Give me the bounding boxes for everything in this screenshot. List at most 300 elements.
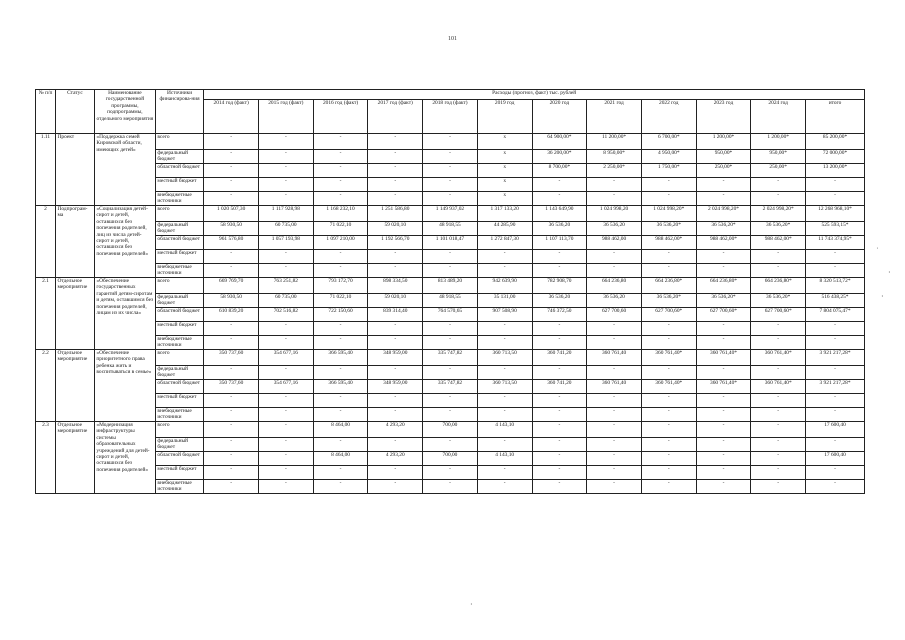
header-num: № п/п — [36, 90, 56, 134]
section-status: Отдельное мероприятие — [55, 278, 94, 350]
funding-source: областной бюджет — [155, 380, 203, 394]
table-row — [36, 236, 865, 250]
amount-cell: - — [423, 366, 478, 380]
amount-cell: 950,00* — [696, 150, 751, 164]
header-year: 2020 год — [532, 100, 587, 134]
amount-cell: - — [477, 480, 532, 494]
amount-cell: - — [259, 264, 314, 278]
amount-cell: 702 516,82 — [259, 308, 314, 322]
amount-cell: - — [641, 178, 696, 192]
amount-cell: - — [313, 264, 368, 278]
total-cell: 7 804 075,47* — [806, 308, 865, 322]
amount-cell: - — [204, 164, 259, 178]
amount-cell: - — [532, 466, 587, 480]
amount-cell: - — [641, 264, 696, 278]
total-cell: - — [806, 408, 865, 422]
amount-cell: 4 293,20 — [368, 422, 423, 438]
amount-cell: 898 334,50 — [368, 278, 423, 294]
amount-cell: - — [368, 192, 423, 206]
amount-cell: - — [696, 466, 751, 480]
section-name: «Поддержка семей Кировской области, имеющих детей» — [94, 134, 155, 206]
amount-cell: х — [477, 150, 532, 164]
amount-cell: - — [204, 408, 259, 422]
amount-cell: 627 700,60* — [751, 308, 806, 322]
amount-cell: 250,00* — [751, 164, 806, 178]
amount-cell: 59 020,10 — [368, 222, 423, 236]
total-cell: 85 200,00* — [806, 134, 865, 150]
amount-cell: 8 464,00 — [313, 452, 368, 466]
amount-cell: - — [259, 164, 314, 178]
section-number: 2.3 — [36, 422, 56, 494]
amount-cell: - — [204, 250, 259, 264]
amount-cell: 746 372,50 — [532, 308, 587, 322]
table-row — [36, 134, 865, 150]
amount-cell: 36 536,20* — [751, 222, 806, 236]
amount-cell: 60 735,00 — [259, 222, 314, 236]
amount-cell: - — [313, 408, 368, 422]
amount-cell: - — [259, 336, 314, 350]
amount-cell: - — [477, 366, 532, 380]
funding-source: областной бюджет — [155, 452, 203, 466]
amount-cell: - — [641, 438, 696, 452]
table-body — [36, 134, 865, 494]
table-row — [36, 264, 865, 278]
page-number: 101 — [448, 36, 457, 42]
amount-cell: 360 713,50 — [477, 350, 532, 366]
amount-cell: 627 700,60* — [641, 308, 696, 322]
amount-cell: 988 462,00* — [751, 236, 806, 250]
amount-cell: 354 677,16 — [259, 350, 314, 366]
amount-cell: 360 761,40* — [641, 380, 696, 394]
amount-cell: - — [477, 264, 532, 278]
total-cell: - — [806, 178, 865, 192]
total-cell: 8 320 513,72* — [806, 278, 865, 294]
amount-cell: - — [368, 150, 423, 164]
total-cell: 72 000,00* — [806, 150, 865, 164]
amount-cell: - — [696, 452, 751, 466]
funding-source: федеральный бюджет — [155, 438, 203, 452]
amount-cell: - — [751, 438, 806, 452]
amount-cell: 348 959,00 — [368, 350, 423, 366]
margin-mark: · — [470, 600, 473, 609]
amount-cell: 782 908,70 — [532, 278, 587, 294]
amount-cell: - — [532, 366, 587, 380]
amount-cell: 8 464,00 — [313, 422, 368, 438]
funding-source: внебюджетные источники — [155, 408, 203, 422]
amount-cell: 2 024 998,20* — [751, 206, 806, 222]
table-row — [36, 366, 865, 380]
amount-cell: - — [587, 322, 642, 336]
amount-cell: 60 735,00 — [259, 294, 314, 308]
amount-cell: - — [587, 452, 642, 466]
table-row — [36, 308, 865, 322]
section-name: «Социализация детей-сирот и детей, оставшихся без попечения родителей, лиц из числа детей-сирот и детей, оставшихся без попечения родителей» — [94, 206, 155, 278]
amount-cell: - — [313, 336, 368, 350]
amount-cell: - — [204, 394, 259, 408]
table-row — [36, 278, 865, 294]
amount-cell: - — [204, 150, 259, 164]
amount-cell: - — [641, 250, 696, 264]
funding-source: внебюджетные источники — [155, 264, 203, 278]
amount-cell: 4 293,20 — [368, 452, 423, 466]
funding-source: местный бюджет — [155, 178, 203, 192]
table-row — [36, 422, 865, 438]
funding-source: внебюджетные источники — [155, 192, 203, 206]
amount-cell: - — [587, 178, 642, 192]
amount-cell: - — [532, 480, 587, 494]
amount-cell: - — [641, 480, 696, 494]
amount-cell: - — [204, 366, 259, 380]
amount-cell: - — [641, 322, 696, 336]
amount-cell: - — [259, 178, 314, 192]
table-row — [36, 408, 865, 422]
amount-cell: - — [587, 408, 642, 422]
funding-source: всего — [155, 278, 203, 294]
amount-cell: - — [313, 150, 368, 164]
table-row — [36, 452, 865, 466]
funding-source: местный бюджет — [155, 466, 203, 480]
amount-cell: 1 168 232,10 — [313, 206, 368, 222]
total-cell: 3 921 217,28* — [806, 380, 865, 394]
amount-cell: - — [696, 394, 751, 408]
table-row — [36, 336, 865, 350]
amount-cell: 366 595,40 — [313, 380, 368, 394]
amount-cell: 8 700,00* — [532, 164, 587, 178]
margin-mark: · — [881, 292, 884, 301]
amount-cell: - — [259, 422, 314, 438]
amount-cell: - — [204, 422, 259, 438]
amount-cell: - — [751, 178, 806, 192]
amount-cell: 1 107 113,70 — [532, 236, 587, 250]
amount-cell: - — [641, 394, 696, 408]
amount-cell: 335 747,82 — [423, 350, 478, 366]
amount-cell: - — [423, 322, 478, 336]
margin-mark: ˙ — [876, 246, 879, 255]
amount-cell: 360 761,40 — [587, 380, 642, 394]
amount-cell: - — [751, 394, 806, 408]
amount-cell: - — [259, 134, 314, 150]
funding-source: внебюджетные источники — [155, 480, 203, 494]
amount-cell: 764 570,65 — [423, 308, 478, 322]
amount-cell: 6 700,00* — [641, 134, 696, 150]
amount-cell: - — [423, 480, 478, 494]
amount-cell: - — [423, 134, 478, 150]
amount-cell: - — [423, 394, 478, 408]
amount-cell: - — [313, 164, 368, 178]
amount-cell: - — [587, 250, 642, 264]
funding-source: всего — [155, 422, 203, 438]
funding-source: федеральный бюджет — [155, 222, 203, 236]
amount-cell: - — [313, 134, 368, 150]
section-number: 2 — [36, 206, 56, 278]
amount-cell: 1 117 928,98 — [259, 206, 314, 222]
section-number: 1.11 — [36, 134, 56, 206]
amount-cell: - — [477, 438, 532, 452]
amount-cell: - — [587, 192, 642, 206]
amount-cell: - — [696, 480, 751, 494]
amount-cell: 350 737,60 — [204, 380, 259, 394]
total-cell: - — [806, 466, 865, 480]
amount-cell: х — [477, 192, 532, 206]
amount-cell: - — [313, 480, 368, 494]
amount-cell: - — [204, 466, 259, 480]
funding-source: областной бюджет — [155, 164, 203, 178]
amount-cell: 360 761,40* — [641, 350, 696, 366]
amount-cell: 988 462,00 — [587, 236, 642, 250]
header-year: 2023 год — [696, 100, 751, 134]
section-number: 2.2 — [36, 350, 56, 422]
header-year: 2019 год — [477, 100, 532, 134]
amount-cell: 58 930,50 — [204, 294, 259, 308]
amount-cell: 36 536,20 — [532, 294, 587, 308]
table-row — [36, 164, 865, 178]
amount-cell: - — [368, 264, 423, 278]
total-cell: - — [806, 336, 865, 350]
amount-cell: - — [641, 336, 696, 350]
amount-cell: - — [423, 150, 478, 164]
funding-source: местный бюджет — [155, 322, 203, 336]
amount-cell: - — [204, 178, 259, 192]
amount-cell: - — [368, 322, 423, 336]
budget-table — [35, 89, 865, 494]
amount-cell: 669 769,70 — [204, 278, 259, 294]
header-source: Источники финансирова-ния — [155, 90, 203, 134]
amount-cell: 48 918,55 — [423, 222, 478, 236]
amount-cell: - — [641, 366, 696, 380]
amount-cell: - — [313, 466, 368, 480]
amount-cell: 350 737,60 — [204, 350, 259, 366]
amount-cell: 1 057 193,98 — [259, 236, 314, 250]
amount-cell: - — [204, 452, 259, 466]
table-row — [36, 178, 865, 192]
section-number: 2.1 — [36, 278, 56, 350]
total-cell: 13 200,00* — [806, 164, 865, 178]
table-row — [36, 206, 865, 222]
amount-cell: - — [751, 408, 806, 422]
amount-cell: 250,00* — [696, 164, 751, 178]
table-row — [36, 480, 865, 494]
total-cell: 525 593,15* — [806, 222, 865, 236]
amount-cell: - — [587, 366, 642, 380]
amount-cell: - — [368, 134, 423, 150]
amount-cell: - — [313, 250, 368, 264]
amount-cell: 1 317 133,20 — [477, 206, 532, 222]
amount-cell: 36 536,20 — [587, 294, 642, 308]
amount-cell: 36 536,20* — [696, 294, 751, 308]
amount-cell: - — [423, 408, 478, 422]
amount-cell: - — [313, 192, 368, 206]
amount-cell: 36 536,20* — [696, 222, 751, 236]
amount-cell: - — [751, 250, 806, 264]
amount-cell: - — [587, 422, 642, 438]
amount-cell: - — [313, 322, 368, 336]
amount-cell: - — [696, 178, 751, 192]
amount-cell: - — [587, 466, 642, 480]
amount-cell: - — [532, 322, 587, 336]
amount-cell: 1 020 507,30 — [204, 206, 259, 222]
amount-cell: - — [696, 192, 751, 206]
amount-cell: - — [641, 422, 696, 438]
funding-source: всего — [155, 350, 203, 366]
amount-cell: - — [259, 150, 314, 164]
amount-cell: - — [259, 366, 314, 380]
amount-cell: 942 639,90 — [477, 278, 532, 294]
amount-cell: - — [423, 336, 478, 350]
amount-cell: - — [532, 452, 587, 466]
total-cell: - — [806, 250, 865, 264]
total-cell: - — [806, 322, 865, 336]
amount-cell: 664 236,80* — [641, 278, 696, 294]
amount-cell: 71 022,10 — [313, 294, 368, 308]
amount-cell: 4 143,10 — [477, 422, 532, 438]
amount-cell: - — [477, 394, 532, 408]
amount-cell: - — [696, 438, 751, 452]
amount-cell: 1 024 998,20* — [641, 206, 696, 222]
amount-cell: 664 236,80* — [751, 278, 806, 294]
amount-cell: - — [368, 178, 423, 192]
amount-cell: 48 918,55 — [423, 294, 478, 308]
amount-cell: - — [368, 366, 423, 380]
amount-cell: х — [477, 164, 532, 178]
amount-cell: - — [259, 438, 314, 452]
amount-cell: 961 576,80 — [204, 236, 259, 250]
amount-cell: - — [532, 250, 587, 264]
amount-cell: - — [368, 336, 423, 350]
amount-cell: 950,00* — [751, 150, 806, 164]
amount-cell: - — [477, 466, 532, 480]
amount-cell: 35 131,00 — [477, 294, 532, 308]
table-row — [36, 322, 865, 336]
amount-cell: 793 172,70 — [313, 278, 368, 294]
amount-cell: 4 950,00* — [641, 150, 696, 164]
amount-cell: 360 713,50 — [477, 380, 532, 394]
amount-cell: - — [477, 408, 532, 422]
section-name: «Обеспечение государственных гарантий детям-сиротам и детям, оставшимся без попечения родителей, лицам из их числа» — [94, 278, 155, 350]
amount-cell: 36 536,20 — [587, 222, 642, 236]
amount-cell: - — [313, 366, 368, 380]
amount-cell: - — [696, 422, 751, 438]
amount-cell: - — [423, 264, 478, 278]
amount-cell: - — [751, 322, 806, 336]
amount-cell: - — [204, 336, 259, 350]
funding-source: областной бюджет — [155, 308, 203, 322]
amount-cell: 335 747,82 — [423, 380, 478, 394]
header-year: 2015 год (факт) — [259, 100, 314, 134]
amount-cell: - — [423, 164, 478, 178]
amount-cell: 664 236,80* — [696, 278, 751, 294]
amount-cell: 360 761,40* — [696, 350, 751, 366]
amount-cell: - — [696, 336, 751, 350]
amount-cell: 763 251,82 — [259, 278, 314, 294]
amount-cell: - — [696, 322, 751, 336]
amount-cell: 4 143,10 — [477, 452, 532, 466]
amount-cell: - — [259, 192, 314, 206]
amount-cell: - — [696, 264, 751, 278]
amount-cell: 907 508,90 — [477, 308, 532, 322]
header-year: 2014 год (факт) — [204, 100, 259, 134]
table-header — [36, 90, 865, 134]
amount-cell: - — [696, 408, 751, 422]
amount-cell: - — [532, 336, 587, 350]
funding-source: областной бюджет — [155, 236, 203, 250]
amount-cell: 1 024 998,20 — [587, 206, 642, 222]
amount-cell: 2 250,00* — [587, 164, 642, 178]
amount-cell: - — [751, 264, 806, 278]
amount-cell: - — [587, 264, 642, 278]
amount-cell: 700,00 — [423, 452, 478, 466]
amount-cell: 1 750,00* — [641, 164, 696, 178]
amount-cell: - — [204, 134, 259, 150]
amount-cell: 1 251 586,80 — [368, 206, 423, 222]
table-row — [36, 150, 865, 164]
amount-cell: - — [587, 480, 642, 494]
amount-cell: - — [641, 452, 696, 466]
total-cell: - — [806, 480, 865, 494]
amount-cell: 1 192 566,70 — [368, 236, 423, 250]
amount-cell: - — [587, 336, 642, 350]
amount-cell: - — [204, 264, 259, 278]
amount-cell: 58 930,50 — [204, 222, 259, 236]
funding-source: внебюджетные источники — [155, 336, 203, 350]
header-name: Наименование государственной программы, подпрограммы, отдельного мероприятия — [94, 90, 155, 134]
table-row — [36, 350, 865, 366]
amount-cell: 813 489,20 — [423, 278, 478, 294]
amount-cell: - — [204, 192, 259, 206]
amount-cell: 71 022,10 — [313, 222, 368, 236]
total-cell: 3 921 217,28* — [806, 350, 865, 366]
amount-cell: 1 200,00* — [751, 134, 806, 150]
total-cell: 11 743 374,95* — [806, 236, 865, 250]
amount-cell: - — [532, 408, 587, 422]
amount-cell: - — [259, 408, 314, 422]
amount-cell: - — [587, 394, 642, 408]
amount-cell: - — [259, 452, 314, 466]
table-row — [36, 438, 865, 452]
amount-cell: 988 462,00* — [641, 236, 696, 250]
amount-cell: х — [477, 178, 532, 192]
section-status: Подпрограм-ма — [55, 206, 94, 278]
header-status: Статус — [55, 90, 94, 134]
amount-cell: - — [423, 178, 478, 192]
amount-cell: 839 314,40 — [368, 308, 423, 322]
amount-cell: - — [477, 336, 532, 350]
amount-cell: - — [313, 394, 368, 408]
amount-cell: х — [477, 134, 532, 150]
total-cell: 516 438,25* — [806, 294, 865, 308]
amount-cell: - — [259, 480, 314, 494]
amount-cell: 610 839,20 — [204, 308, 259, 322]
table-row — [36, 394, 865, 408]
total-cell: - — [806, 192, 865, 206]
amount-cell: 1 101 018,47 — [423, 236, 478, 250]
amount-cell: - — [751, 422, 806, 438]
amount-cell: 64 900,00* — [532, 134, 587, 150]
amount-cell: - — [696, 366, 751, 380]
amount-cell: - — [751, 366, 806, 380]
table-row — [36, 192, 865, 206]
amount-cell: - — [532, 394, 587, 408]
section-name: «Обеспечение приоритетного права ребенка жить и воспитываться в семье» — [94, 350, 155, 422]
amount-cell: - — [532, 178, 587, 192]
amount-cell: - — [259, 322, 314, 336]
amount-cell: 36 536,20* — [641, 222, 696, 236]
amount-cell: - — [368, 408, 423, 422]
amount-cell: 348 959,00 — [368, 380, 423, 394]
amount-cell: - — [641, 192, 696, 206]
amount-cell: 366 595,40 — [313, 350, 368, 366]
amount-cell: - — [313, 178, 368, 192]
amount-cell: - — [423, 438, 478, 452]
